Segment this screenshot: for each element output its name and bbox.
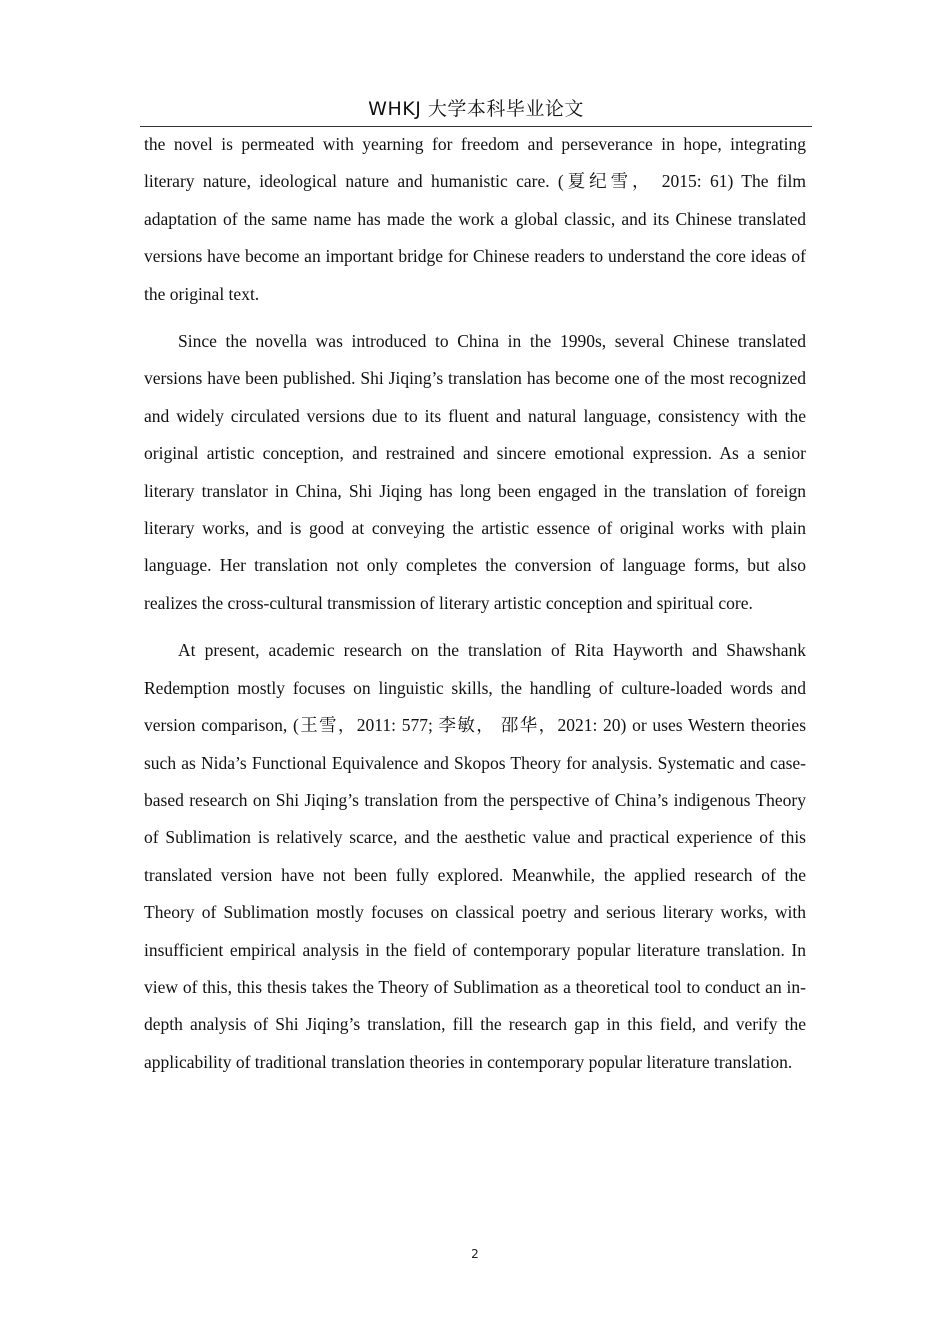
page-header (140, 94, 812, 127)
page-number: 2 (471, 1247, 479, 1261)
paragraph-research-status: At present, academic research on the translation of Rita Hayworth and Shawshank Redemption mostly focuses on linguistic skills, the handling of culture-loaded words and version comparison, (王雪，2011: 577; 李敏， 邵华，2021: 20) or uses Western theories such as Nida’s Functional Equivalence and Skopos Theory for analysis. Systematic and case-based research on Shi Jiqing’s translation from the perspective of China’s indigenous Theory of Sublimation is relatively scarce, and the aesthetic value and practical experience of this translated version have not been fully explored. Meanwhile, the applied research of the Theory of Sublimation mostly focuses on classical poetry and serious literary works, with insufficient empirical analysis in the field of contemporary popular literature translation. In view of this, this thesis takes the Theory of Sublimation as a theoretical tool to conduct an in-depth analysis of Shi Jiqing’s translation, fill the research gap in this field, and verify the applicability of traditional translation theories in contemporary popular literature translation. (144, 640, 806, 1072)
paragraph-translation-versions: Since the novella was introduced to China in the 1990s, several Chinese translated versions have been published. Shi Jiqing’s translation has become one of the most recognized and widely circulated versions due to its fluent and natural language, consistency with the original artistic conception, and restrained and sincere emotional expression. As a senior literary translator in China, Shi Jiqing has long been engaged in the translation of foreign literary works, and is good at conveying the artistic essence of original works with plain language. Her translation not only completes the conversion of language forms, but also realizes the cross-cultural transmission of literary artistic conception and spiritual core. (144, 331, 806, 613)
paragraph-continuation: the novel is permeated with yearning for freedom and perseverance in hope, integrating literary nature, ideological nature and humanistic care. (夏纪雪， 2015: 61) The film adaptation of the same name has made the work a global classic, and its Chinese translated versions have become an important bridge for Chinese readers to understand the core ideas of the original text. (144, 134, 806, 304)
body-text (144, 126, 806, 1091)
header-title: WHKJ 大学本科毕业论文 (368, 98, 584, 120)
